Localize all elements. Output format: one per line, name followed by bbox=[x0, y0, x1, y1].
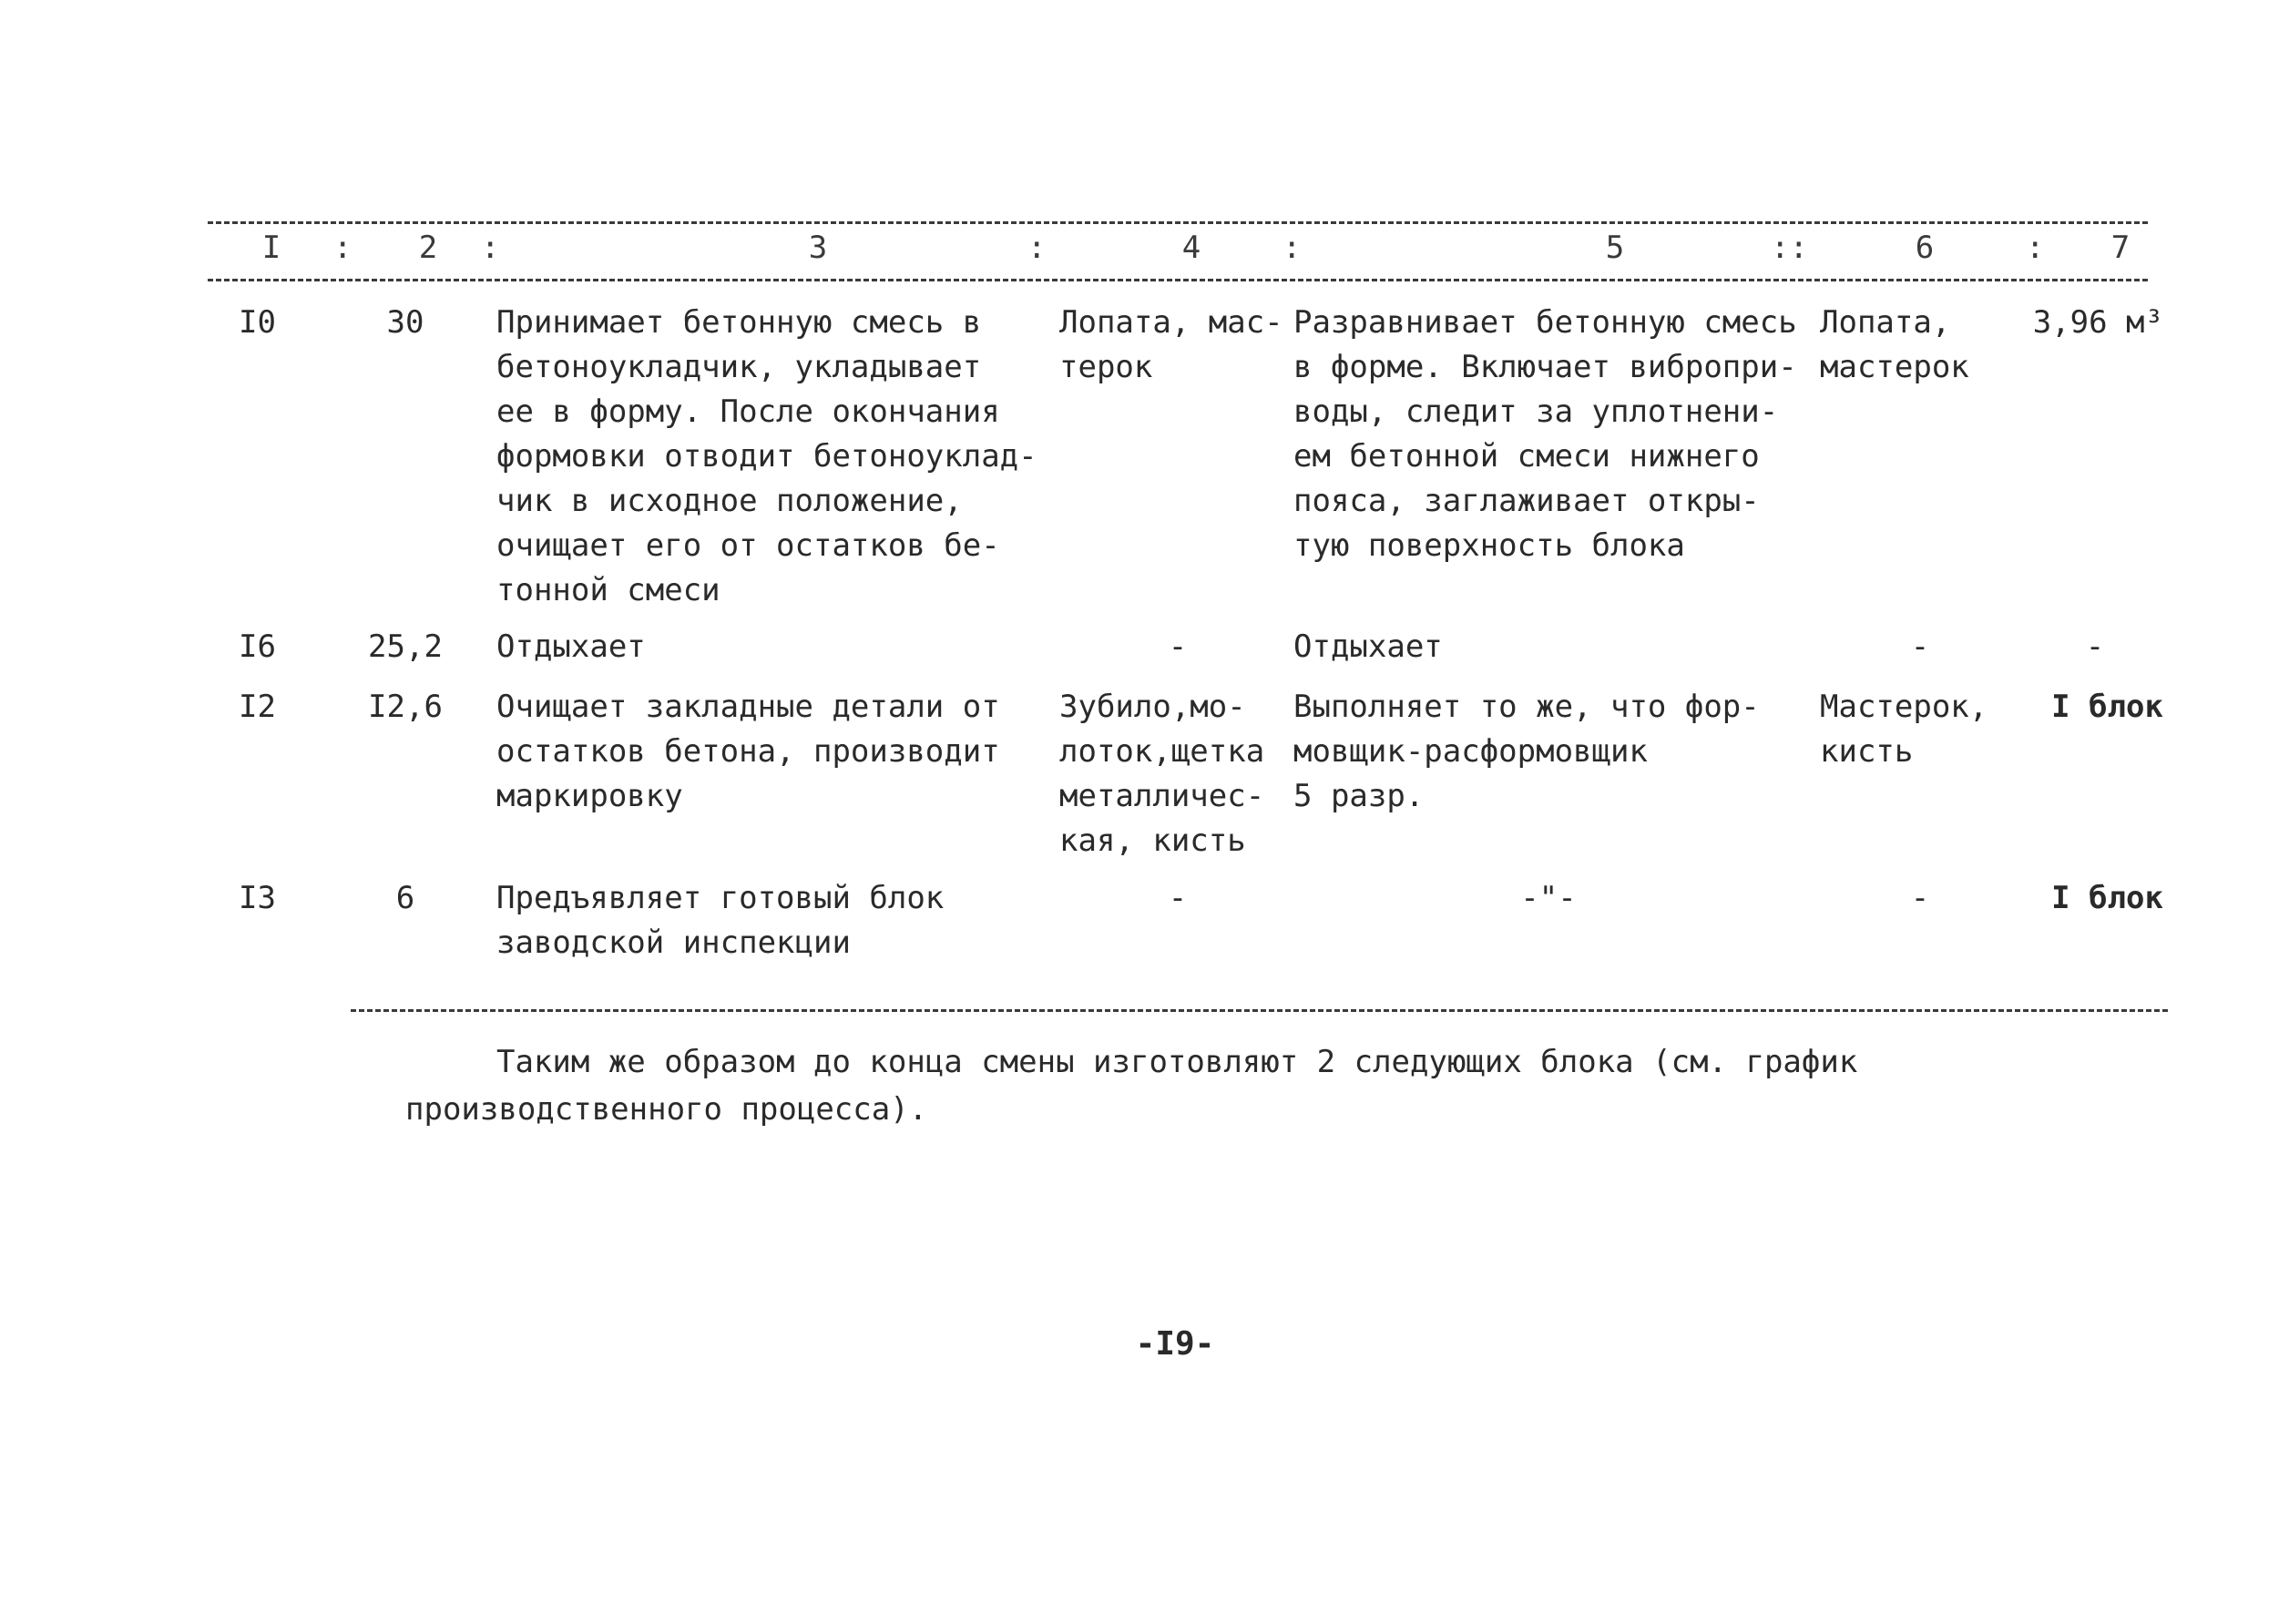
cell-duration: I2,6 bbox=[368, 689, 443, 725]
cell-operation-worker1: Очищает закладные детали от остатков бетона, производит маркировку bbox=[496, 689, 1000, 814]
header-separator: : bbox=[1027, 230, 1047, 266]
header-col-5: 5 bbox=[1605, 230, 1625, 266]
cell-operation-worker1: Отдыхает bbox=[496, 628, 646, 665]
table-top-rule bbox=[208, 221, 2148, 224]
cell-duration: 30 bbox=[386, 304, 424, 341]
cell-duration: 25,2 bbox=[368, 628, 443, 665]
cell-tools-worker1: Лопата, мас- терок bbox=[1059, 304, 1283, 385]
note-paragraph-line1: Таким же образом до конца смены изготовляют 2 следующих блока (см. график bbox=[496, 1044, 1858, 1080]
cell-operation-worker1: Предъявляет готовый блок заводской инспекции bbox=[496, 880, 945, 961]
cell-tools-worker1: Зубило,мо- лоток,щетка металличес- кая, кисть bbox=[1059, 689, 1265, 859]
cell-output: - bbox=[2085, 628, 2105, 665]
header-col-7: 7 bbox=[2110, 230, 2131, 266]
cell-operation-worker2: Выполняет то же, что фор- мовщик-расформовщик 5 разр. bbox=[1293, 689, 1760, 814]
cell-tools-worker1: - bbox=[1168, 880, 1188, 916]
cell-output: I блок bbox=[2051, 880, 2163, 916]
header-col-1: I bbox=[261, 230, 281, 266]
header-separator: : bbox=[333, 230, 353, 266]
cell-step-number: I3 bbox=[239, 880, 276, 916]
cell-operation-worker2: -"- bbox=[1520, 880, 1577, 916]
cell-output: 3,96 м³ bbox=[2032, 304, 2163, 341]
cell-tools-worker2: Мастерок, кисть bbox=[1820, 689, 1988, 770]
cell-step-number: I6 bbox=[239, 628, 276, 665]
cell-operation-worker2: Разравнивает бетонную смесь в форме. Включает вибропри- воды, следит за уплотнени- ем бетонной смеси нижнего пояса, заглаживает откры- тую поверхность блока bbox=[1293, 304, 1797, 564]
page-number: -I9- bbox=[1135, 1325, 1215, 1363]
header-separator: : bbox=[1282, 230, 1302, 266]
note-paragraph-line2: производственного процесса). bbox=[405, 1091, 928, 1128]
cell-operation-worker1: Принимает бетонную смесь в бетоноукладчик, укладывает ее в форму. После окончания формовки отводит бетоноуклад- чик в исходное положение, очищает его от остатков бе- тонной смеси bbox=[496, 304, 1037, 608]
cell-tools-worker2: Лопата, мастерок bbox=[1820, 304, 1969, 385]
cell-step-number: I2 bbox=[239, 689, 276, 725]
header-col-2: 2 bbox=[418, 230, 438, 266]
header-separator: : bbox=[2026, 230, 2045, 266]
header-col-3: 3 bbox=[808, 230, 828, 266]
cell-tools-worker1: - bbox=[1168, 628, 1188, 665]
table-bottom-rule bbox=[351, 1009, 2168, 1012]
cell-tools-worker2: - bbox=[1910, 880, 1930, 916]
table-header-rule bbox=[208, 279, 2148, 281]
table-header-row bbox=[208, 230, 2166, 271]
cell-step-number: I0 bbox=[239, 304, 276, 341]
header-col-4: 4 bbox=[1181, 230, 1201, 266]
header-separator: : bbox=[481, 230, 500, 266]
header-separator: :: bbox=[1771, 230, 1808, 266]
cell-output: I блок bbox=[2051, 689, 2163, 725]
cell-tools-worker2: - bbox=[1910, 628, 1930, 665]
cell-operation-worker2: Отдыхает bbox=[1293, 628, 1443, 665]
header-col-6: 6 bbox=[1915, 230, 1935, 266]
cell-duration: 6 bbox=[395, 880, 415, 916]
